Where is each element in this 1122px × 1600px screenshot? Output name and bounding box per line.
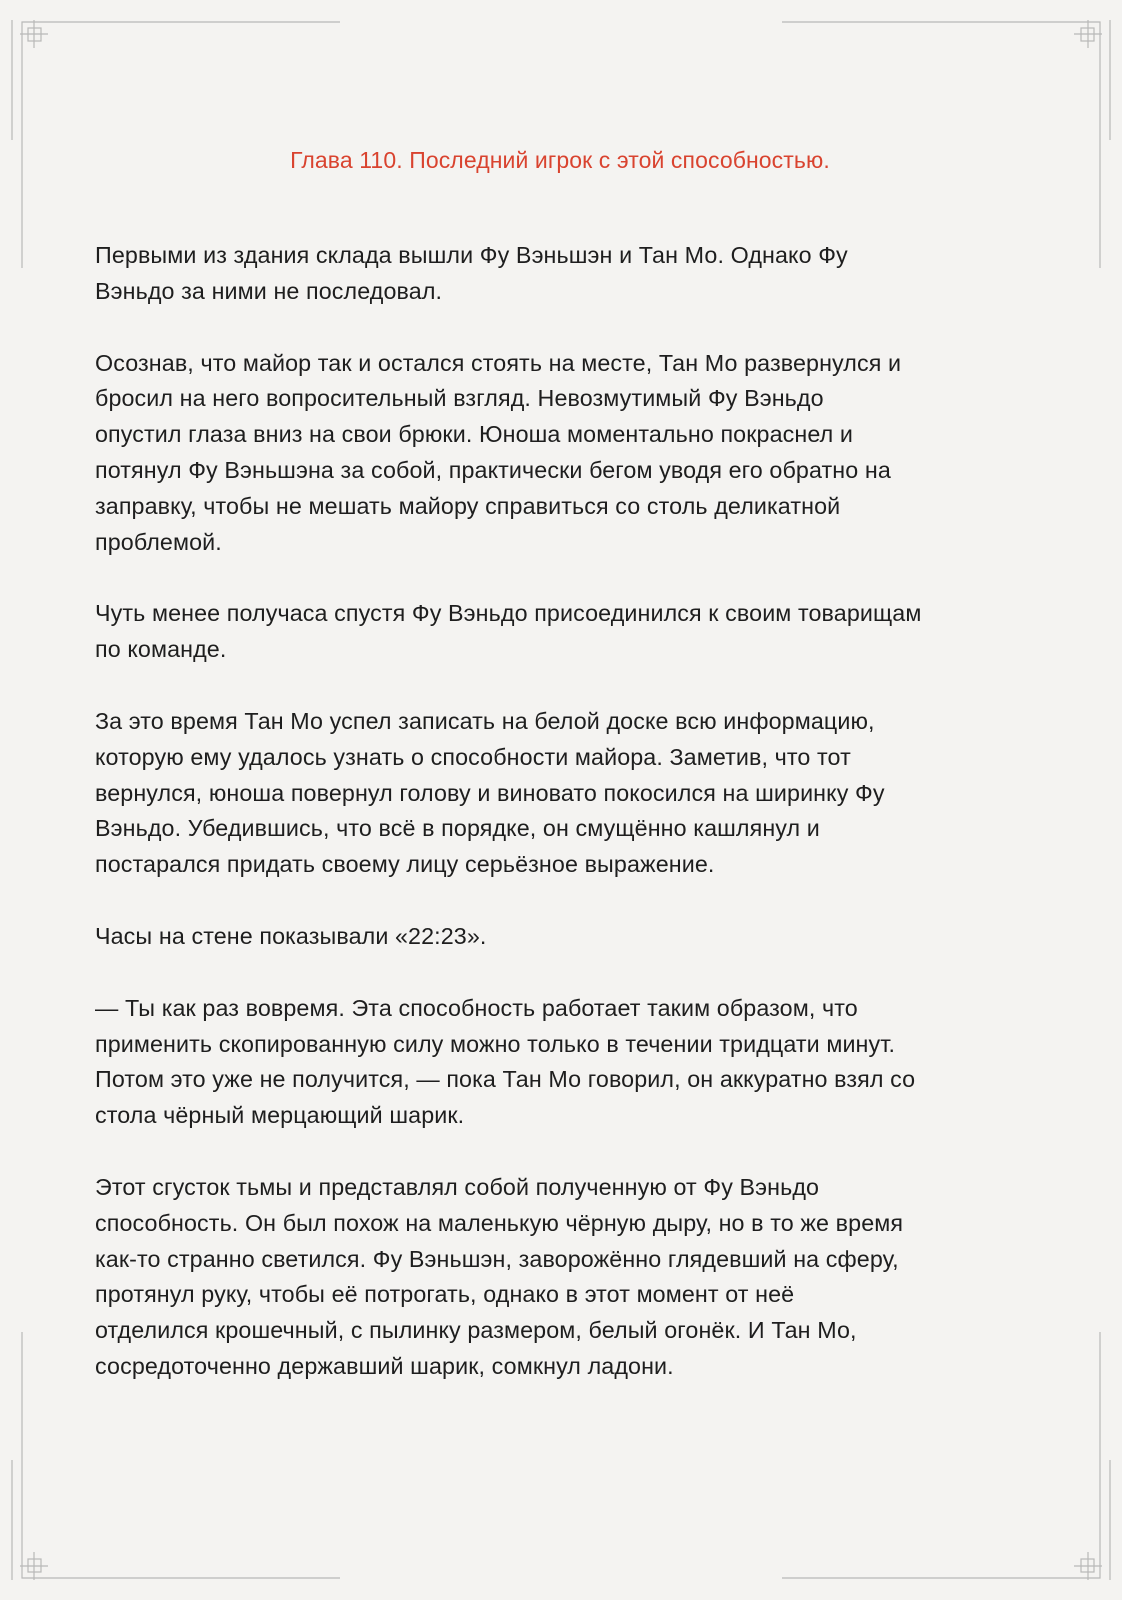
- text-line: Часы на стене показывали «22:23».: [95, 922, 487, 949]
- text-line: Осознав, что майор так и остался стоять на месте, Тан Мо развернулся и: [95, 349, 902, 376]
- text-line: За это время Тан Мо успел записать на белой доске всю информацию,: [95, 707, 875, 734]
- text-line: которую ему удалось узнать о способности майора. Заметив, что тот: [95, 743, 851, 770]
- text-line: сосредоточенно державший шарик, сомкнул ладони.: [95, 1352, 674, 1379]
- paragraph: [95, 238, 1025, 310]
- paragraph: [95, 704, 1025, 883]
- text-line: Первыми из здания склада вышли Фу Вэньшэн и Тан Мо. Однако Фу: [95, 242, 848, 268]
- text-line: протянул руку, чтобы её потрогать, однако в этот момент от неё: [95, 1281, 795, 1308]
- text-line: отделился крошечный, с пылинку размером, белый огонёк. И Тан Мо,: [95, 1317, 857, 1344]
- paragraph: [95, 919, 1025, 955]
- text-line: проблемой.: [95, 528, 222, 555]
- text-line: опустил глаза вниз на свои брюки. Юноша моментально покраснел и: [95, 421, 854, 448]
- paragraph: [95, 991, 1025, 1134]
- text-line: по команде.: [95, 636, 227, 663]
- page-content: [95, 140, 1025, 1421]
- text-line: стола чёрный мерцающий шарик.: [95, 1102, 465, 1129]
- text-line: Этот сгусток тьмы и представлял собой полученную от Фу Вэньдо: [95, 1173, 820, 1200]
- text-line: заправку, чтобы не мешать майору справиться со столь деликатной: [95, 492, 841, 519]
- text-line: Чуть менее получаса спустя Фу Вэньдо присоединился к своим товарищам: [95, 600, 922, 627]
- text-line: Вэньдо за ними не последовал.: [95, 277, 443, 304]
- paragraph-list: [95, 238, 1025, 1385]
- text-line: бросил на него вопросительный взгляд. Невозмутимый Фу Вэньдо: [95, 385, 824, 412]
- text-line: Потом это уже не получится, — пока Тан Мо говорил, он аккуратно взял со: [95, 1066, 916, 1093]
- paragraph: [95, 346, 1025, 561]
- text-line: применить скопированную силу можно только в течении тридцати минут.: [95, 1030, 896, 1057]
- text-line: способность. Он был похож на маленькую чёрную дыру, но в то же время: [95, 1209, 904, 1236]
- text-line: Вэньдо. Убедившись, что всё в порядке, он смущённо кашлянул и: [95, 815, 820, 842]
- text-line: как-то странно светился. Фу Вэньшэн, заворожённо глядевший на сферу,: [95, 1245, 899, 1272]
- chapter-title: Глава 110. Последний игрок с этой способностью.: [290, 147, 830, 173]
- text-line: постарался придать своему лицу серьёзное выражение.: [95, 851, 715, 878]
- paragraph: [95, 1170, 1025, 1385]
- paragraph: [95, 596, 1025, 668]
- text-line: потянул Фу Вэньшэна за собой, практически бегом уводя его обратно на: [95, 456, 891, 483]
- text-line: вернулся, юноша повернул голову и виновато покосился на ширинку Фу: [95, 779, 885, 806]
- text-line: — Ты как раз вовремя. Эта способность работает таким образом, что: [95, 994, 858, 1021]
